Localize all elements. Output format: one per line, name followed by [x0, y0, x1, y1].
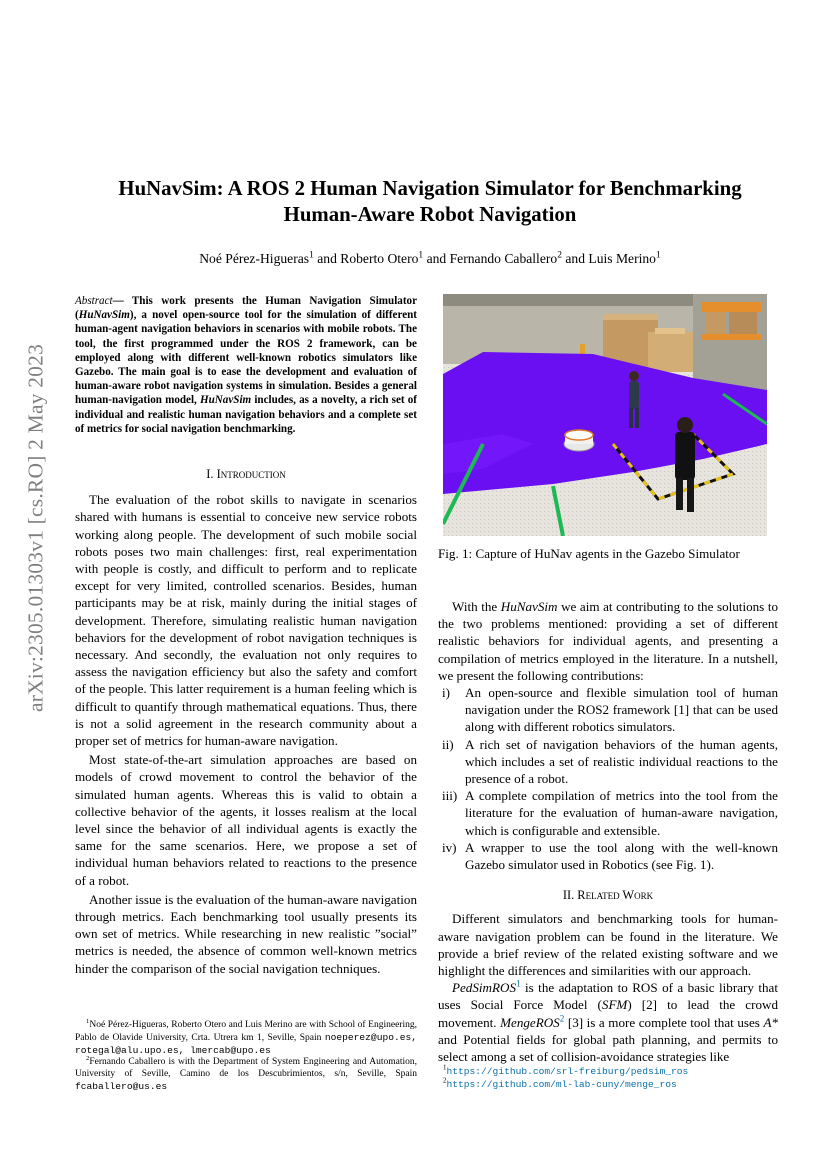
sfm-abbrev: SFM	[601, 997, 628, 1013]
arxiv-identifier: arXiv:2305.01303v1 [cs.RO] 2 May 2023	[23, 343, 48, 713]
intro-paragraph-3: Another issue is the evaluation of the human-aware navigation through metrics. Each benchmarking tool usually presents its own set of metrics. While researching in new realistic ”social” metrics is needed, the absence of common well-known metrics hinder the comparison of the social navigation techniques.	[75, 891, 417, 976]
menge-url-link[interactable]: https://github.com/ml-lab-cuny/menge_ros	[446, 1078, 677, 1090]
related-text-a: is the adaptation to ROS of a basic library that uses Social Force Model (	[438, 980, 778, 1013]
list-item-number: i)	[442, 685, 450, 701]
footnote-2-marker: 2	[86, 1055, 90, 1063]
list-item-text: A complete compilation of metrics into the tool from the literature for the evaluation of human-aware navigation, which is configurable and extensible.	[465, 788, 778, 838]
footnote-1-text: Noé Pérez-Higueras, Roberto Otero and Luis Merino are with School of Engineering, Pablo de Olavide University, Crta. Utrera km 1, Seville, Spain	[75, 1020, 417, 1043]
contributions-list	[438, 684, 778, 873]
list-item-number: iv)	[442, 839, 457, 855]
contributions-intro-text-1: With the	[452, 599, 501, 614]
introduction-section	[75, 466, 417, 977]
footnote-1	[75, 1017, 417, 1057]
abstract-dash: —	[112, 295, 132, 307]
intro-paragraph-1: The evaluation of the robot skills to navigate in scenarios shared with humans is essential to conceive new service robots working along people. The development of such mobile social robots poses two main challenges: first, real experimentation with people is costly, and difficult to perform and to replicate except for very limited, controlled scenarios. Besides, human participants may be at risk, mainly during the initial stages of development. Therefore, simulating realistic human navigation behaviors for the development of robot navigation techniques is necessary. And secondly, the evaluation not only requires to assess the navigation efficiency but also the safety and comfort of the people. This latter requirement is a human feeling which is difficult to quantify through mathematical equations. Thus, there is not a solid agreement in the research community about a proper set of metrics for human-aware navigation.	[75, 492, 417, 749]
url-footnotes	[443, 1063, 773, 1091]
list-item-number: iii)	[442, 788, 458, 804]
abstract-text-3: includes, as a novelty, a rich set of individual and realistic human navigation behaviors and a complete set of metrics for social navigation benchmarking.	[75, 394, 417, 435]
pedsim-url-link[interactable]: https://github.com/srl-freiburg/pedsim_ros	[446, 1066, 689, 1077]
affiliation-footnotes	[75, 1017, 417, 1094]
list-item	[438, 736, 778, 788]
abstract-text-2: ), a novel open-source tool for the simulation of different human-agent navigation behaviors in scenarios with mobile robots. The tool, the first programmed under the ROS 2 framework, can be employed along with different well-known robotics simulators like Gazebo. The main goal is to ease the development and evaluation of human-aware robot navigation systems in simulation. Besides a general human-navigation model,	[75, 309, 417, 407]
abstract-tool-name: HuNavSim	[78, 309, 130, 322]
footnote-2-text: Fernando Caballero is with the Department of System Engineering and Automation, University of Seville, Camino de los Descubrimientos, s/n, Seville, Spain	[75, 1057, 417, 1080]
list-item	[438, 787, 778, 839]
arxiv-side-stamp	[14, 343, 58, 713]
section-heading-introduction: I. Introduction	[206, 467, 286, 481]
related-text-c: [3] is a more complete tool that uses	[564, 1014, 764, 1030]
url-footnote-2-marker: 2	[443, 1076, 447, 1085]
gazebo-scene-image	[443, 294, 767, 536]
right-column	[438, 598, 778, 1065]
list-item-text: A rich set of navigation behaviors of the human agents, which includes a set of realistic individual reactions to the presence of a robot.	[465, 736, 778, 787]
list-item-text: An open-source and flexible simulation tool of human navigation under the ROS2 framework [1] that can be used along with different robotics simulators.	[465, 685, 778, 735]
mengeros-name: MengeROS	[500, 1014, 560, 1030]
astar-symbol: A*	[763, 1014, 778, 1030]
abstract	[75, 294, 417, 436]
section-heading-related-work: II. Related Work	[562, 888, 654, 903]
contributions-tool-name: HuNavSim	[500, 599, 558, 614]
title-line-2: Human-Aware Robot Navigation	[283, 203, 577, 226]
figure-1-caption: Fig. 1: Capture of HuNav agents in the Gazebo Simulator	[438, 546, 740, 561]
abstract-tool-name-2: HuNavSim	[200, 394, 252, 407]
author-2: and Roberto Otero	[313, 251, 419, 266]
author-3: and Fernando Caballero	[423, 251, 558, 266]
list-item-number: ii)	[442, 736, 454, 752]
author-list	[60, 251, 800, 267]
paper-title	[60, 176, 800, 228]
author-1: Noé Pérez-Higueras	[199, 251, 310, 266]
author-3-affiliation: 2	[557, 250, 562, 261]
figure-gazebo-capture	[443, 294, 767, 536]
related-work-paragraph-1: Different simulators and benchmarking tools for human-aware navigation problem can be found in the literature. We provide a brief review of the related existing software and we highlight the differences and similarities with our approach.	[438, 911, 778, 979]
related-work-paragraph-2	[438, 979, 778, 1065]
footnote-1-emails: noeperez@upo.es, rotegal@alu.upo.es, lmercab@upo.es	[75, 1031, 417, 1056]
related-text-b: ) [2] to lead the crowd movement.	[438, 997, 778, 1030]
list-item-text: A wrapper to use the tool along with the well-known Gazebo simulator used in Robotics (see Fig. 1).	[465, 839, 778, 873]
pedsimros-name: PedSimROS	[452, 980, 516, 996]
footnote-ref-1[interactable]: 1	[516, 978, 521, 989]
url-footnote-1	[443, 1063, 773, 1079]
contributions-intro	[438, 598, 778, 684]
footnote-2	[75, 1057, 417, 1093]
contributions-intro-text-2: we aim at contributing to the solutions to the two problems mentioned: providing a set of different realistic behaviors for individual agents, and presenting a compilation of metrics employed in the literature. In a nutshell, we present the following contributions:	[438, 599, 779, 683]
author-1-affiliation: 1	[309, 250, 314, 261]
url-footnote-1-marker: 1	[443, 1063, 447, 1072]
footnote-ref-2[interactable]: 2	[559, 1013, 565, 1024]
list-item	[438, 839, 778, 873]
footnote-1-marker: 1	[86, 1017, 90, 1025]
author-4: and Luis Merino	[561, 251, 656, 266]
author-4-affiliation: 1	[655, 250, 661, 261]
intro-paragraph-2: Most state-of-the-art simulation approaches are based on models of crowd movement to control the behavior of the simulated human agents. Whereas this is valid to obtain a collective behavior of the agents, it losses realism at the local level since the behavior of all individual agents is exactly the same for the same scenarios. Here, we propose a set of individual human behaviors related to reactions to the presence of a robot.	[75, 752, 417, 888]
related-text-d: and Potential fields for global path planning, and permits to select among a set of collision-avoidance strategies like	[438, 1031, 778, 1065]
footnote-2-email: fcaballero@us.es	[75, 1080, 168, 1092]
abstract-text-1: This work presents the Human Navigation Simulator (	[75, 295, 418, 322]
url-footnote-2	[443, 1076, 773, 1092]
author-2-affiliation: 1	[418, 250, 424, 261]
abstract-label: Abstract	[75, 295, 113, 307]
list-item	[438, 684, 778, 736]
title-line-1: HuNavSim: A ROS 2 Human Navigation Simulator for Benchmarking	[118, 177, 742, 200]
